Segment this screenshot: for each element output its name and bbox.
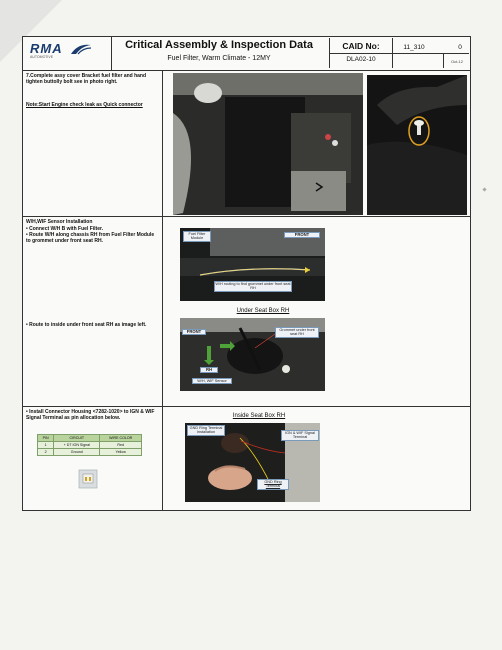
- caid-label: CAID No:: [342, 41, 380, 51]
- callout-routing: W/H routing to find grommet under front seat RH: [215, 282, 291, 291]
- inspection-sheet: [22, 36, 471, 511]
- callout-grommet: Grommet under front seat RH: [275, 327, 319, 338]
- instruction-column: [23, 217, 163, 406]
- callout-wif-sensor: W/H, WIF Sensor: [192, 378, 232, 384]
- callout-front: FRONT: [182, 329, 206, 335]
- table-row: [38, 449, 142, 456]
- connector-housing-icon: [78, 469, 98, 489]
- document-title: Critical Assembly & Inspection Data: [125, 39, 313, 51]
- table-cell: Red: [100, 442, 142, 449]
- bullet-connect: • Connect W/H B with Fuel Filter.: [26, 225, 104, 232]
- section-step-7: [23, 71, 470, 217]
- callout-rh: RH: [200, 367, 218, 373]
- logo-text: RMA: [30, 41, 63, 56]
- table-row: [38, 442, 142, 449]
- divider: [111, 37, 112, 70]
- column-divider: [162, 71, 163, 510]
- table-cell: 2: [38, 449, 54, 456]
- callout-gnd-ring-terminal: GND Ring Terminal: [257, 479, 289, 490]
- section-wif-sensor: [23, 217, 470, 407]
- caid-box: [329, 38, 469, 68]
- engine-bay-photo: [173, 73, 363, 215]
- bullet-route-seat: • Route to inside under front seat RH as image left.: [26, 322, 147, 328]
- doc-code: DLA02-10: [346, 56, 376, 63]
- logo-swoosh-icon: [70, 42, 92, 56]
- table-cell: + DT ION Signal: [54, 442, 100, 449]
- inside-seat-photo: [185, 423, 320, 502]
- instruction-column: [23, 407, 163, 510]
- table-cell: 1: [38, 442, 54, 449]
- logo-subtext: AUTOMOTIVE: [30, 55, 54, 59]
- under-seat-photo: [180, 318, 325, 391]
- callout-front: FRONT: [284, 232, 320, 238]
- company-logo: [26, 40, 116, 66]
- table-header-row: [38, 435, 142, 442]
- engine-bay-illustration: [173, 73, 363, 215]
- caid-number: 11_310: [403, 44, 425, 51]
- document-header: [23, 37, 470, 71]
- divider: [392, 38, 393, 68]
- figure-title-inside-seat: Inside Seat Box RH: [232, 413, 286, 419]
- step-text: 7.Complete assy cover Bracket fuel filter and hand tighten buttolly bolt see in photo right.: [26, 73, 147, 86]
- table-cell: Yellow: [100, 449, 142, 456]
- bracket-closeup-photo: [367, 75, 467, 215]
- document-subtitle: Fuel Filter, Warm Climate - 12MY: [167, 55, 271, 62]
- instruction-column: [23, 71, 163, 216]
- divider: [330, 53, 469, 54]
- divider: [443, 53, 444, 68]
- revision-date: Oct-12: [450, 59, 463, 64]
- callout-gnd-ring-installation: GND Ring Terminal Installation: [187, 425, 225, 436]
- scan-mark: [482, 187, 486, 191]
- column-header-pin: PIN: [38, 435, 54, 442]
- section-heading: W/H,WIF Sensor Installation: [26, 219, 93, 225]
- figure-title-under-seat: Under Seat Box RH: [236, 308, 290, 314]
- section-connector: [23, 407, 470, 510]
- callout-fuel-filter-module: Fuel Filter Module: [183, 231, 211, 242]
- bracket-closeup-illustration: [367, 75, 467, 215]
- chassis-routing-photo: [180, 228, 325, 301]
- pin-allocation-table: [37, 434, 142, 456]
- callout-ign-wif-terminal: IGN & WIF Signal Terminal: [281, 430, 319, 441]
- revision: 0: [458, 44, 462, 51]
- column-header-circuit: CIRCUIT: [54, 435, 100, 442]
- bullet-route-chassis: • Route W/H along chassis RH from Fuel Filter Module to grommet under front seat RH.: [26, 232, 155, 245]
- note-text: Note:Start Engine check leak as Quick connector: [26, 102, 143, 108]
- table-cell: Ground: [54, 449, 100, 456]
- step-text: • Install Connector Housing <7282-1020> to IGN & WIF Signal Terminal as pin allocation below.: [26, 409, 155, 422]
- column-header-wire-color: WIRE COLOR: [100, 435, 142, 442]
